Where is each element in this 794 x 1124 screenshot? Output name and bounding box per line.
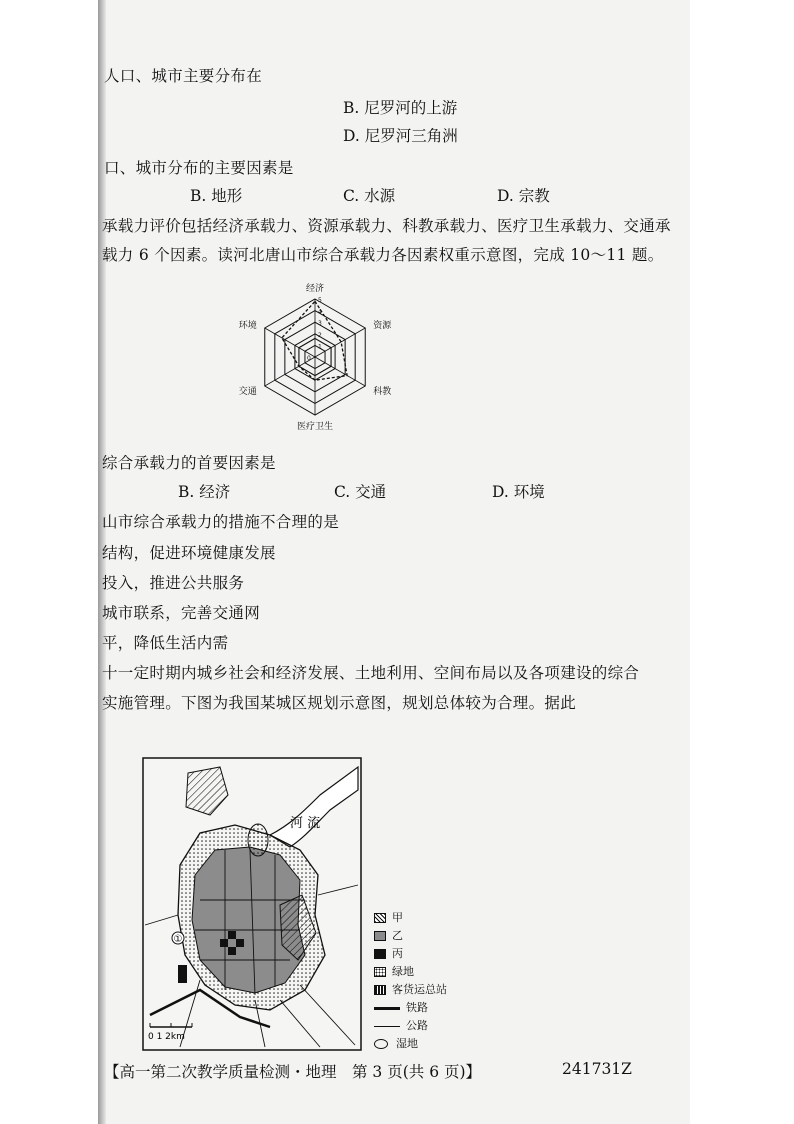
radar-tick-label: 1 (318, 343, 322, 351)
legend-jia: 甲 (374, 909, 403, 925)
option-b: B. 经济 (178, 483, 231, 501)
passage-line: 载力 6 个因素。读河北唐山市综合承载力各因素权重示意图，完成 10～11 题。 (102, 246, 664, 264)
passage-line: 十一定时期内城乡社会和经济发展、土地利用、空间布局以及各项建设的综合 (102, 664, 640, 682)
wetland (248, 824, 268, 856)
radar-tick-label: 3 (318, 320, 322, 328)
page-footer: 【高一第二次教学质量检测・地理 第 3 页(共 6 页)】 (104, 1063, 482, 1081)
zone-bing (228, 947, 236, 955)
radar-axis-label: 医疗卫生 (296, 422, 334, 432)
radar-axis-label: 环境 (238, 321, 257, 331)
river-label: 河 流 (290, 816, 321, 831)
passage-line: 实施管理。下图为我国某城区规划示意图，规划总体较为合理。据此 (102, 694, 577, 712)
exam-code: 241731Z (562, 1060, 632, 1078)
option-b: B. 地形 (190, 187, 243, 205)
option-c: C. 交通 (334, 483, 387, 501)
question-stem-line: 口、城市分布的主要因素是 (104, 159, 294, 177)
option-b: B. 尼罗河的上游 (343, 99, 458, 117)
zone-bing (228, 931, 236, 939)
scale-label: 0 1 2km (148, 1032, 185, 1042)
page-margin (690, 0, 794, 1124)
passage-line: 承载力评价包括经济承载力、资源承载力、科教承载力、医疗卫生承载力、交通承 (102, 217, 671, 235)
radar-center-label: 0 (307, 355, 311, 362)
radar-axis-label: 经济 (305, 284, 325, 294)
question-stem-line: 综合承载力的首要因素是 (102, 454, 276, 472)
radar-grid (265, 299, 365, 415)
radar-chart (220, 262, 410, 452)
option-line: 平，降低生活内需 (102, 634, 229, 652)
option-d: D. 尼罗河三角洲 (343, 127, 458, 145)
map-drawing (140, 755, 480, 1055)
radar-axis-label: 资源 (373, 321, 392, 331)
option-d: D. 环境 (492, 483, 545, 501)
zone-bing (178, 965, 187, 983)
legend-bing: 丙 (374, 945, 403, 961)
legend-railway: 铁路 (374, 999, 428, 1015)
legend-greenbelt: 绿地 (374, 963, 414, 979)
legend-road: 公路 (374, 1017, 428, 1033)
radar-tick-label: 5 (318, 297, 322, 304)
legend-wetland: 湿地 (374, 1035, 418, 1051)
zone-bing (236, 939, 244, 947)
legend-yi: 乙 (374, 927, 403, 943)
radar-axis-label: 交通 (238, 387, 257, 397)
option-c: C. 水源 (343, 187, 396, 205)
option-line: 投入，推进公共服务 (102, 574, 245, 592)
question-stem-line: 人口、城市主要分布在 (104, 67, 263, 85)
radar-axis-label: 科教 (373, 387, 392, 397)
option-d: D. 宗教 (497, 187, 550, 205)
option-line: 城市联系，完善交通网 (102, 604, 261, 622)
zone-bing (220, 939, 228, 947)
radar-tick-label: 4 (318, 308, 322, 316)
marker-label: ① (173, 934, 183, 945)
radar-tick-label: 2 (318, 331, 322, 339)
option-line: 结构，促进环境健康发展 (102, 544, 276, 562)
question-stem-line: 山市综合承载力的措施不合理的是 (102, 513, 340, 531)
city-planning-map (140, 755, 480, 1055)
legend-station: 客货运总站 (374, 981, 447, 997)
